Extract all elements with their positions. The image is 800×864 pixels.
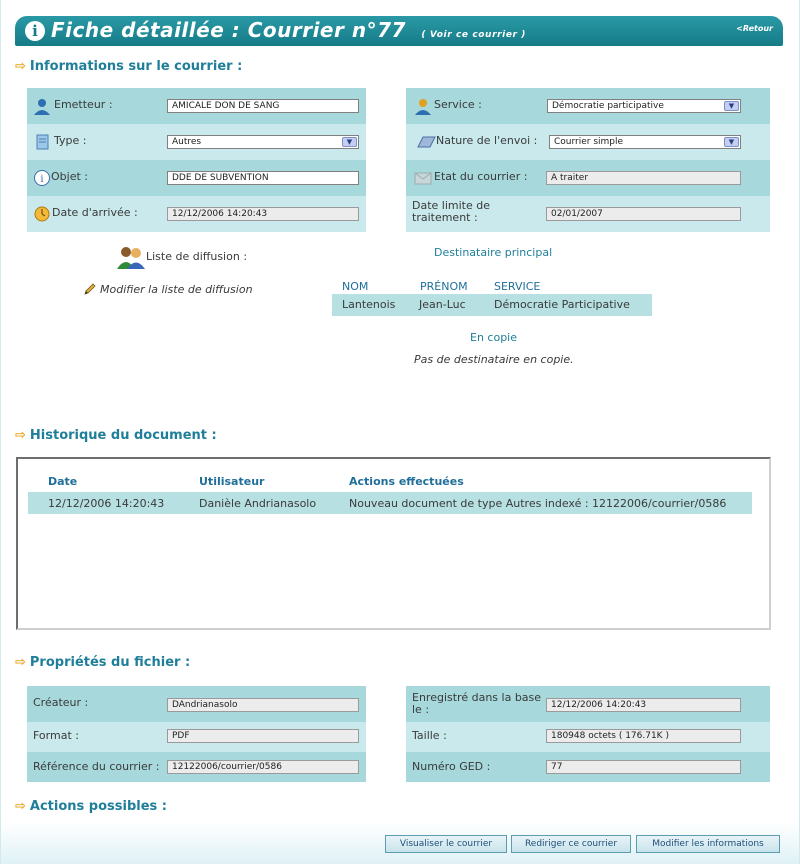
users-icon xyxy=(117,245,145,269)
section-historique xyxy=(15,428,217,443)
section-proprietes xyxy=(15,655,190,670)
chevron-down-icon: ▼ xyxy=(724,101,739,111)
objet-label: Objet : xyxy=(51,170,88,183)
envelope-icon xyxy=(414,169,432,187)
format-field: PDF xyxy=(167,729,359,743)
col-nom: NOM xyxy=(342,280,369,293)
svg-text:i: i xyxy=(40,174,44,185)
col-prenom: PRÉNOM xyxy=(420,280,468,293)
service-select-value: Démocratie participative xyxy=(552,101,664,111)
etat-label: Etat du courrier : xyxy=(434,170,528,183)
row-createur xyxy=(27,686,366,722)
col-utilisateur: Utilisateur xyxy=(199,475,265,488)
row-objet xyxy=(27,160,366,196)
row-nature xyxy=(406,124,770,160)
reference-field: 12122006/courrier/0586 xyxy=(167,760,359,774)
clock-icon xyxy=(33,205,51,223)
createur-label: Créateur : xyxy=(33,696,89,709)
modifier-informations-button[interactable]: Modifier les informations xyxy=(636,835,780,853)
emetteur-field[interactable]: AMICALE DON DE SANG xyxy=(167,99,359,113)
envelope-send-icon xyxy=(416,133,436,151)
row-service xyxy=(406,88,770,124)
service-label: Service : xyxy=(434,98,482,111)
taille-field: 180948 octets ( 176.71K ) xyxy=(546,729,741,743)
pas-copie-text: Pas de destinataire en copie. xyxy=(414,353,574,366)
format-label: Format : xyxy=(33,729,79,742)
destinataires-table xyxy=(332,276,652,316)
arrow-right-icon: ⇨ xyxy=(15,655,26,670)
row-date-limite xyxy=(406,196,770,232)
section-historique-label: Historique du document : xyxy=(29,428,217,443)
row-type xyxy=(27,124,366,160)
row-etat xyxy=(406,160,770,196)
page-title-text: Fiche détaillée : Courrier n°77 xyxy=(51,18,406,42)
cell-prenom: Jean-Luc xyxy=(419,298,466,311)
type-label: Type : xyxy=(54,134,87,147)
fichier-left-panel xyxy=(27,686,366,782)
section-actions xyxy=(15,799,167,814)
liste-diffusion-label: Liste de diffusion : xyxy=(146,250,248,263)
table-row xyxy=(28,492,752,514)
rediriger-button[interactable]: Rediriger ce courrier xyxy=(511,835,631,853)
courrier-right-panel xyxy=(406,88,770,232)
person-icon xyxy=(33,97,51,115)
section-informations-label: Informations sur le courrier : xyxy=(29,59,243,74)
taille-label: Taille : xyxy=(412,729,447,742)
cell-nom: Lantenois xyxy=(342,298,396,311)
section-proprietes-label: Propriétés du fichier : xyxy=(29,655,191,670)
service-select[interactable] xyxy=(547,99,741,113)
row-reference xyxy=(27,752,366,782)
cell-utilisateur: Danièle Andrianasolo xyxy=(199,497,317,510)
cell-service: Démocratie Participative xyxy=(494,298,630,311)
pencil-icon xyxy=(83,282,97,296)
table-header xyxy=(332,276,652,294)
arrow-right-icon: ⇨ xyxy=(15,428,26,443)
nature-select-value: Courrier simple xyxy=(554,137,624,147)
destinataire-principal-label: Destinataire principal xyxy=(434,246,553,259)
chevron-down-icon: ▼ xyxy=(724,137,739,147)
arrow-right-icon: ⇨ xyxy=(15,799,26,814)
historique-table xyxy=(16,457,771,630)
col-actions: Actions effectuées xyxy=(349,475,464,488)
chevron-down-icon: ▼ xyxy=(342,137,357,147)
row-emetteur xyxy=(27,88,366,124)
arrow-right-icon: ⇨ xyxy=(15,59,26,74)
visualiser-button[interactable]: Visualiser le courrier xyxy=(385,835,507,853)
row-ged xyxy=(406,752,770,782)
title-bar xyxy=(15,16,783,46)
page-title xyxy=(51,18,526,42)
cell-date: 12/12/2006 14:20:43 xyxy=(48,497,165,510)
date-limite-field: 02/01/2007 xyxy=(546,207,741,221)
reference-label: Référence du courrier : xyxy=(33,760,160,773)
modifier-diffusion-link[interactable]: Modifier la liste de diffusion xyxy=(100,283,253,296)
enregistre-field: 12/12/2006 14:20:43 xyxy=(546,698,741,712)
type-select-value: Autres xyxy=(172,137,202,147)
etat-field: A traiter xyxy=(546,171,741,185)
voir-courrier-link[interactable]: ( Voir ce courrier ) xyxy=(421,30,527,40)
courrier-left-panel xyxy=(27,88,366,232)
objet-field[interactable]: DDE DE SUBVENTION xyxy=(167,171,359,185)
type-select[interactable] xyxy=(167,135,359,149)
emetteur-label: Emetteur : xyxy=(54,98,113,111)
col-service: SERVICE xyxy=(494,280,541,293)
retour-link[interactable]: <Retour xyxy=(736,24,773,33)
date-arrivee-field: 12/12/2006 14:20:43 xyxy=(167,207,359,221)
info-icon: i xyxy=(25,21,45,41)
date-arrivee-label: Date d'arrivée : xyxy=(52,206,138,219)
ged-field: 77 xyxy=(546,760,741,774)
row-taille xyxy=(406,722,770,752)
section-informations xyxy=(15,59,242,74)
row-format xyxy=(27,722,366,752)
row-enregistre xyxy=(406,686,770,722)
nature-select[interactable] xyxy=(549,135,741,149)
enregistre-label: Enregistré dans la base le : xyxy=(412,691,542,716)
col-date: Date xyxy=(48,475,78,488)
createur-field: DAndrianasolo xyxy=(167,698,359,712)
en-copie-label: En copie xyxy=(470,331,518,344)
document-icon xyxy=(33,133,51,151)
table-row xyxy=(332,294,652,316)
info-circle-icon xyxy=(33,169,51,187)
row-date-arrivee xyxy=(27,196,366,232)
ged-label: Numéro GED : xyxy=(412,760,491,773)
section-actions-label: Actions possibles : xyxy=(29,799,168,814)
nature-label: Nature de l'envoi : xyxy=(436,134,538,147)
date-limite-label: Date limite de traitement : xyxy=(412,199,490,224)
person-group-icon xyxy=(414,97,432,115)
fichier-right-panel xyxy=(406,686,770,782)
cell-action: Nouveau document de type Autres indexé : 12122006/courrier/0586 xyxy=(349,497,727,510)
